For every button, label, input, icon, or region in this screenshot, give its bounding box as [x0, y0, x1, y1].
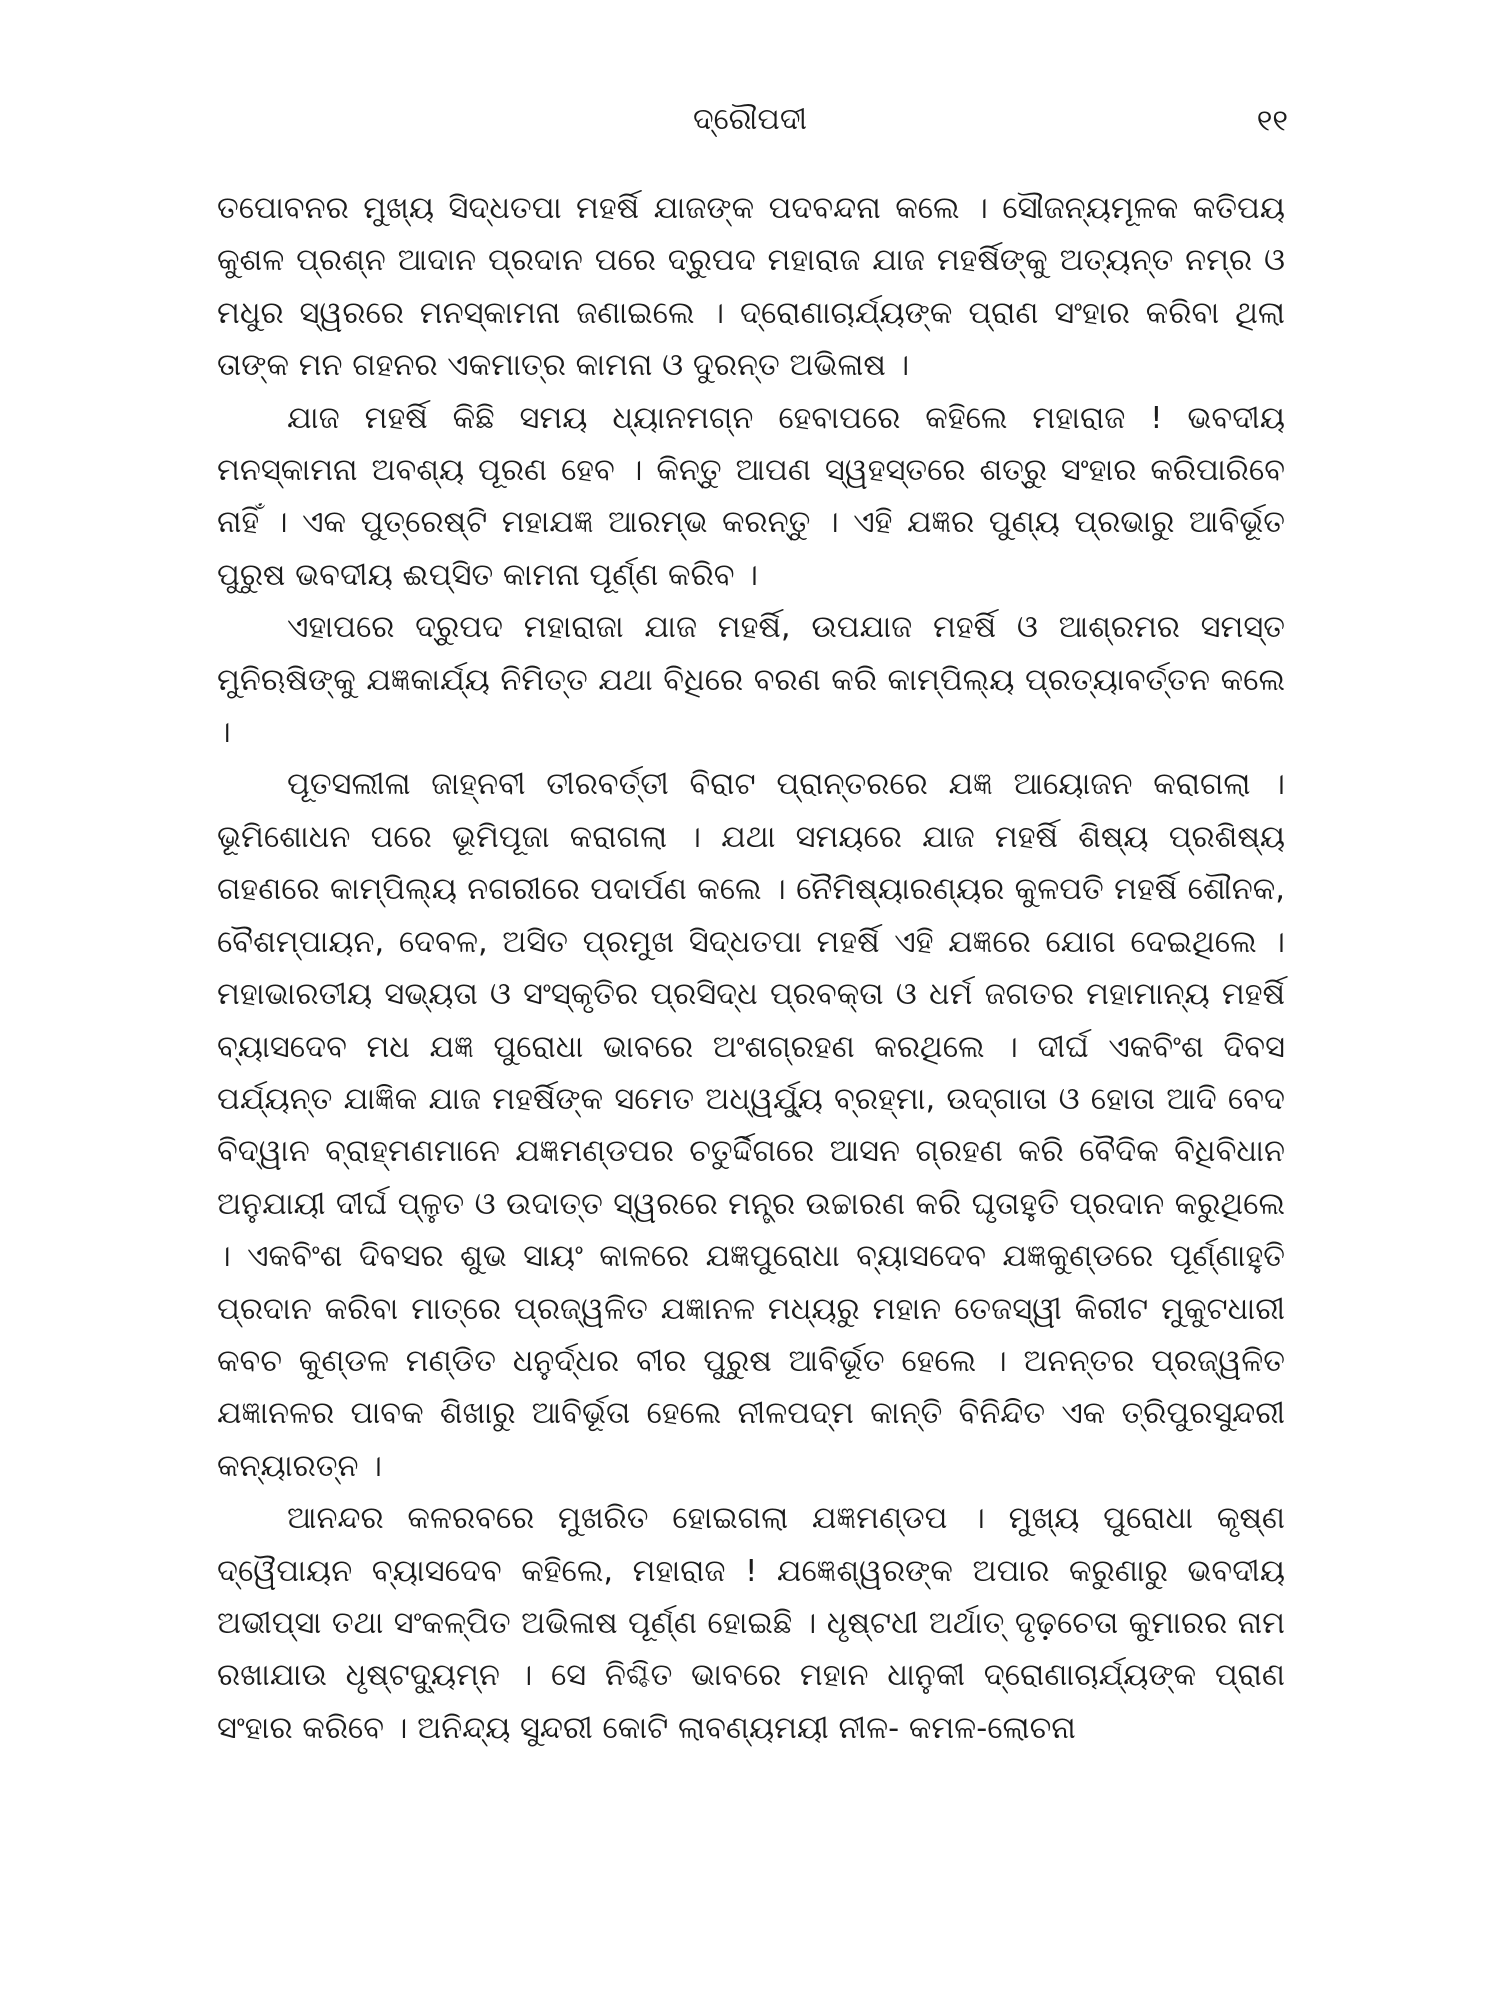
paragraph-1: ତପୋବନର ମୁଖ୍ୟ ସିଦ୍ଧତପା ମହର୍ଷି ଯାଜଙ୍କ ପଦବନ୍ଦନା କଲେ । ସୌଜନ୍ୟମୂଳକ କତିପୟ କୁଶଳ ପ୍ରଶ୍ନ ଆଦାନ ପ୍ରଦାନ ପରେ ଦ୍ରୁପଦ ମହାରାଜ ଯାଜ ମହର୍ଷିଙ୍କୁ ଅତ୍ୟନ୍ତ ନମ୍ର ଓ ମଧୁର ସ୍ୱରରେ ମନସ୍କାମନା ଜଣାଇଲେ । ଦ୍ରୋଣାଚାର୍ଯ୍ୟଙ୍କ ପ୍ରାଣ ସଂହାର କରିବା ଥିଲା ତାଙ୍କ ମନ ଗହନର ଏକମାତ୍ର କାମନା ଓ ଦୁରନ୍ତ ଅଭିଳାଷ । — [217, 191, 1285, 384]
paragraph-2: ଯାଜ ମହର୍ଷି କିଛି ସମୟ ଧ୍ୟାନମଗ୍ନ ହେବାପରେ କହିଲେ ମହାରାଜ ! ଭବଦୀୟ ମନସ୍କାମନା ଅବଶ୍ୟ ପୂରଣ ହେବ । କିନ୍ତୁ ଆପଣ ସ୍ୱହସ୍ତରେ ଶତ୍ରୁ ସଂହାର କରିପାରିବେ ନାହିଁ । ଏକ ପୁତ୍ରେଷ୍ଟି ମହାଯଜ୍ଞ ଆରମ୍ଭ କରନ୍ତୁ । ଏହି ଯଜ୍ଞର ପୁଣ୍ୟ ପ୍ରଭାରୁ ଆବିର୍ଭୂତ ପୁରୁଷ ଭବଦୀୟ ଈପ୍ସିତ କାମନା ପୂର୍ଣ୍ଣ କରିବ । — [217, 400, 1285, 593]
running-title: ଦ୍ରୌପଦୀ — [692, 102, 808, 137]
page-number: ୧୧ — [1256, 104, 1288, 139]
body-text — [217, 183, 1285, 1755]
paragraph-4: ପୂତସଲୀଳା ଜାହ୍ନବୀ ତୀରବର୍ତ୍ତୀ ବିରାଟ ପ୍ରାନ୍ତରରେ ଯଜ୍ଞ ଆୟୋଜନ କରାଗଲା । ଭୂମିଶୋଧନ ପରେ ଭୂମିପୂଜା କରାଗଲା । ଯଥା ସମୟରେ ଯାଜ ମହର୍ଷି ଶିଷ୍ୟ ପ୍ରଶିଷ୍ୟ ଗହଣରେ କାମ୍ପିଲ୍ୟ ନଗରୀରେ ପଦାର୍ପଣ କଲେ । ନୈମିଷ୍ୟାରଣ୍ୟର କୁଳପତି ମହର୍ଷି ଶୌନକ, ବୈଶମ୍ପାୟନ, ଦେବଳ, ଅସିତ ପ୍ରମୁଖ ସିଦ୍ଧତପା ମହର୍ଷି ଏହି ଯଜ୍ଞରେ ଯୋଗ ଦେଇଥିଲେ । ମହାଭାରତୀୟ ସଭ୍ୟତା ଓ ସଂସ୍କୃତିର ପ୍ରସିଦ୍ଧ ପ୍ରବକ୍ତା ଓ ଧର୍ମ ଜଗତର ମହାମାନ୍ୟ ମହର୍ଷି ବ୍ୟାସଦେବ ମଧ ଯଜ୍ଞ ପୁରୋଧା ଭାବରେ ଅଂଶଗ୍ରହଣ କରଥିଲେ । ଦୀର୍ଘ ଏକବିଂଶ ଦିବସ ପର୍ଯ୍ୟନ୍ତ ଯାଜ୍ଞିକ ଯାଜ ମହର୍ଷିଙ୍କ ସମେତ ଅଧ୍ୱର୍ଯ୍ୟୁ ବ୍ରହ୍ମା, ଉଦ୍‌ଗାତା ଓ ହୋତା ଆଦି ବେଦ ବିଦ୍ୱାନ ବ୍ରାହ୍ମଣମାନେ ଯଜ୍ଞମଣ୍ଡପର ଚତୁର୍ଦ୍ଦିଗରେ ଆସନ ଗ୍ରହଣ କରି ବୈଦିକ ବିଧିବିଧାନ ଅନୁଯାୟୀ ଦୀର୍ଘ ପ୍ଳୁତ ଓ ଉଦାତ୍ତ ସ୍ୱରରେ ମନ୍ତ୍ର ଉଚ୍ଚାରଣ କରି ଘୃତାହୁତି ପ୍ରଦାନ କରୁଥିଲେ । ଏକବିଂଶ ଦିବସର ଶୁଭ ସାୟଂ କାଳରେ ଯଜ୍ଞପୁରୋଧା ବ୍ୟାସଦେବ ଯଜ୍ଞକୁଣ୍ଡରେ ପୂର୍ଣ୍ଣାହୁତି ପ୍ରଦାନ କରିବା ମାତ୍ରେ ପ୍ରଜ୍ୱଳିତ ଯଜ୍ଞାନଳ ମଧ୍ୟରୁ ମହାନ ତେଜସ୍ୱୀ କିରୀଟ ମୁକୁଟଧାରୀ କବଚ କୁଣ୍ଡଳ ମଣ୍ଡିତ ଧନୁର୍ଦ୍ଧର ବୀର ପୁରୁଷ ଆବିର୍ଭୂତ ହେଲେ । ଅନନ୍ତର ପ୍ରଜ୍ୱଳିତ ଯଜ୍ଞାନଳର ପାବକ ଶିଖାରୁ ଆବିର୍ଭୂତା ହେଲେ ନୀଳପଦ୍ମ କାନ୍ତି ବିନିନ୍ଦିତ ଏକ ତ୍ରିପୁରସୁନ୍ଦରୀ କନ୍ୟାରତ୍ନ । — [217, 767, 1285, 1484]
paragraph-5: ଆନନ୍ଦର କଳରବରେ ମୁଖରିତ ହୋଇଗଲା ଯଜ୍ଞମଣ୍ଡପ । ମୁଖ୍ୟ ପୁରୋଧା କୃଷ୍ଣ ଦ୍ୱୈପାୟନ ବ୍ୟାସଦେବ କହିଲେ, ମହାରାଜ ! ଯଜ୍ଞେଶ୍ୱରଙ୍କ ଅପାର କରୁଣାରୁ ଭବଦୀୟ ଅଭୀପ୍ସା ତଥା ସଂକଳ୍ପିତ ଅଭିଳାଷ ପୂର୍ଣ୍ଣ ହୋଇଛି । ଧୃଷ୍ଟଧୀ ଅର୍ଥାତ୍ ଦୃଢ଼ଚେତା କୁମାରର ନାମ ରଖାଯାଉ ଧୃଷ୍ଟଦ୍ୟୁମ୍ନ । ସେ ନିଶ୍ଚିତ ଭାବରେ ମହାନ ଧାନୁକୀ ଦ୍ରୋଣାଚାର୍ଯ୍ୟଙ୍କ ପ୍ରାଣ ସଂହାର କରିବେ । ଅନିନ୍ଦ୍ୟ ସୁନ୍ଦରୀ କୋଟି ଲାବଣ୍ୟମୟୀ ନୀଳ- କମଳ-ଲୋଚନା — [217, 1501, 1285, 1746]
paragraph-3: ଏହାପରେ ଦ୍ରୁପଦ ମହାରାଜା ଯାଜ ମହର୍ଷି, ଉପଯାଜ ମହର୍ଷି ଓ ଆଶ୍ରମର ସମସ୍ତ ମୁନିଋଷିଙ୍କୁ ଯଜ୍ଞକାର୍ଯ୍ୟ ନିମିତ୍ତ ଯଥା ବିଧିରେ ବରଣ କରି କାମ୍ପିଲ୍ୟ ପ୍ରତ୍ୟାବର୍ତ୍ତନ କଲେ । — [217, 610, 1285, 751]
